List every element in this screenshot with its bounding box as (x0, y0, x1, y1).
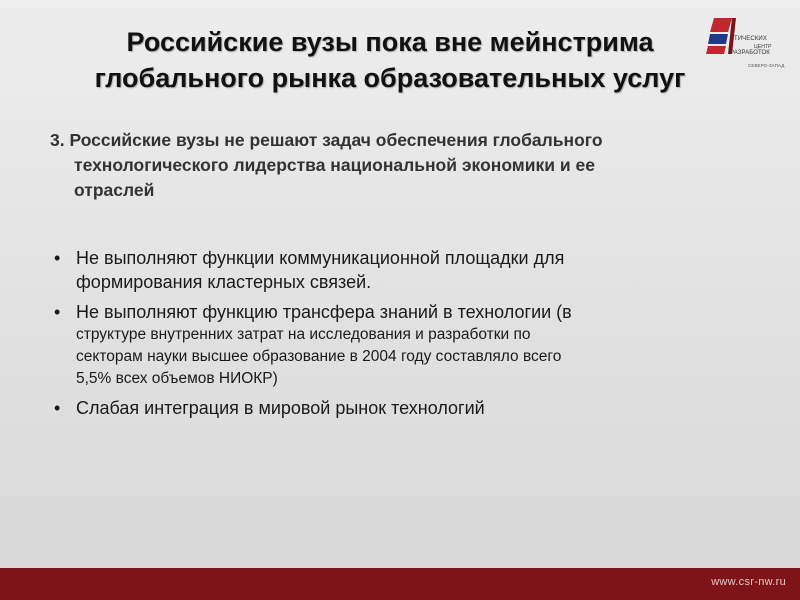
bullet-text-line: секторам науки высшее образование в 2004 году составляло всего (76, 348, 562, 365)
subheading-line-3: отраслей (74, 180, 155, 200)
bullet-text-line: формирования кластерных связей. (76, 272, 372, 292)
logo-text-line1: ТИЧЕСКИХ (734, 36, 767, 42)
logo-text-center: ЦЕНТР (754, 44, 772, 50)
bullet-item (50, 300, 750, 390)
bullet-icon: • (54, 248, 61, 268)
subheading-line-1: 3. Российские вузы не решают задач обеспечения глобального (50, 130, 603, 150)
footer-bar (0, 568, 800, 600)
csr-logo (706, 14, 792, 72)
subheading (50, 128, 770, 203)
logo-text-region: СЕВЕРО-ЗАПАД (748, 63, 785, 68)
title-line-1: Российские вузы пока вне мейнстрима (126, 27, 654, 57)
bullet-item (50, 396, 750, 420)
slide-title (40, 24, 740, 96)
bullet-text-line: 5,5% всех объемов НИОКР) (76, 370, 278, 387)
bullet-text-line: Слабая интеграция в мировой рынок технологий (76, 398, 485, 418)
bullet-text-line: Не выполняют функции коммуникационной площадки для (76, 248, 565, 268)
subheading-line-2: технологического лидерства национальной экономики и ее (74, 155, 595, 175)
logo-text-line2: РАЗРАБОТОК (730, 50, 770, 56)
bullet-item (50, 246, 750, 294)
title-line-2: глобального рынка образовательных услуг (94, 63, 686, 93)
bullet-text-line: Не выполняют функцию трансфера знаний в технологии (в (76, 302, 572, 322)
footer-website-link[interactable]: www.csr-nw.ru (711, 576, 786, 588)
bullet-icon: • (54, 302, 61, 322)
bullet-list (50, 246, 750, 426)
bullet-icon: • (54, 398, 61, 418)
bullet-text-line: структуре внутренних затрат на исследования и разработки по (76, 326, 531, 343)
